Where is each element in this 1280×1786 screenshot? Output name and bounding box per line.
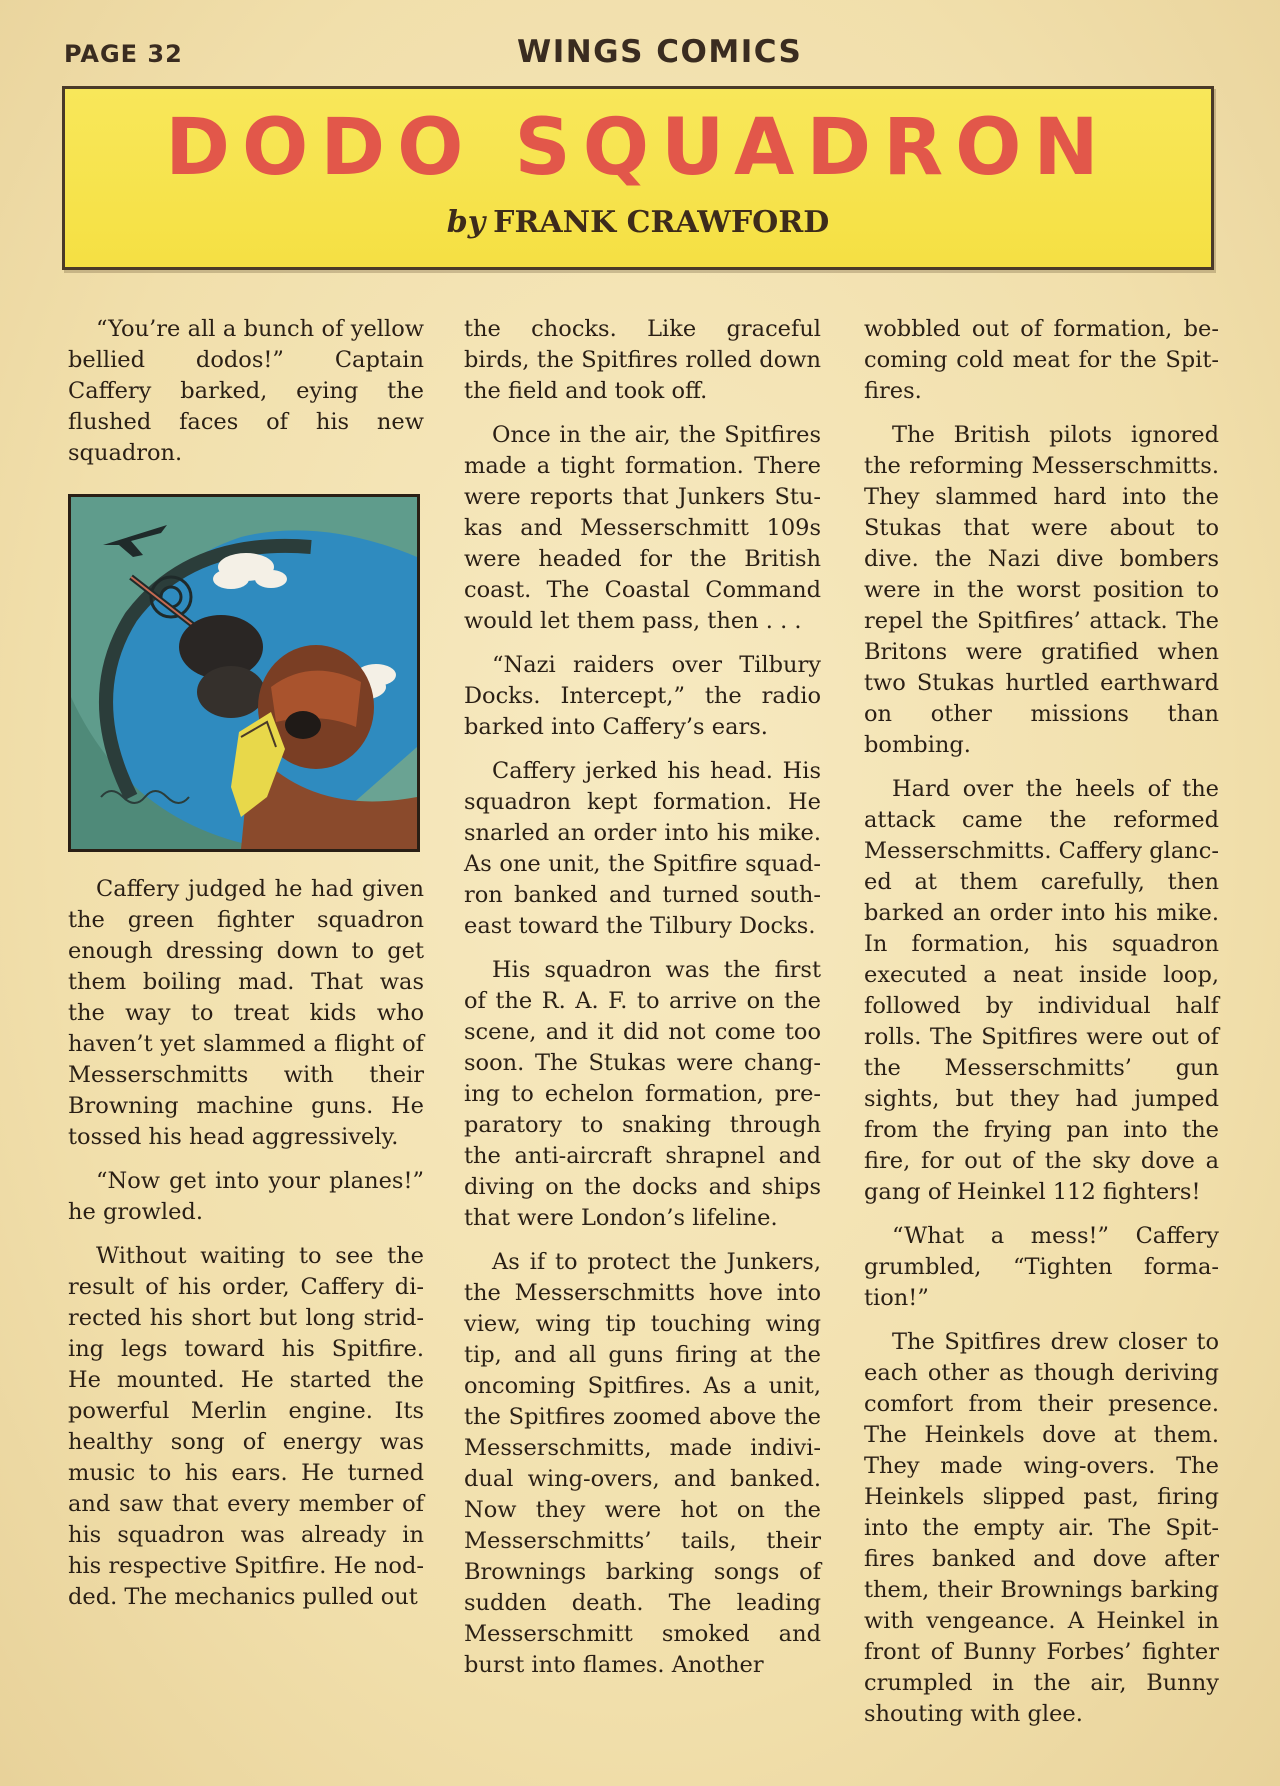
paragraph: Hard over the heels of the attack came the reformed Messerschmitts. Caffery glanced at them carefully, then barked an order into his mike. In formation, his squadron executed a neat inside loop, followed by individual half rolls. The Spitfires were out of the Messerschmitts’ gun sights, but they had jumped from the frying pan into the fire, for out of the sky dove a gang of Heinkel 112 fighters! <box>864 776 1219 1205</box>
paragraph: “Nazi raiders over Tilbury Docks. Intercept,” the radio barked into Caffery’s ears. <box>464 652 821 740</box>
paragraph: The Spitfires drew closer to each other as though deriving comfort from their presence. The Heinkels dove at them. They made wing-overs. The Heinkels slipped past, firing into the empty air. The Spitfires banked and dove after them, their Brownings barking with vengeance. A Heinkel in front of Bunny Forbes’ fighter crumpled in the air, Bunny shouting with glee. <box>864 1329 1219 1727</box>
pilot-cockpit-illustration <box>71 497 417 849</box>
paragraph: “What a mess!” Caffery grumbled, “Tighten formation!” <box>864 1223 1219 1311</box>
paragraph: Caffery judged he had given the green fighter squadron enough dressing down to get them boiling mad. That was the way to treat kids who haven’t yet slammed a flight of Messerschmitts with their Browning machine guns. He tossed his head aggressively. <box>68 876 424 1150</box>
paragraph: the chocks. Like graceful birds, the Spitfires rolled down the field and took off. <box>464 316 821 404</box>
story-title-banner <box>62 86 1214 270</box>
illustration-panel <box>68 494 420 852</box>
paragraph: “Now get into your planes!” he growled. <box>68 1168 424 1225</box>
paragraph: Caffery jerked his head. His squadron kept formation. He snarled an order into his mike. As one unit, the Spitfire squadron banked and turned southeast toward the Tilbury Docks. <box>464 758 821 939</box>
author-name: FRANK CRAWFORD <box>493 205 830 240</box>
byline-by: by <box>446 205 486 240</box>
byline <box>65 205 1211 240</box>
paragraph: Without waiting to see the result of his order, Caffery directed his short but long striding legs toward his Spitfire. He mounted. He started the powerful Merlin engine. Its healthy song of energy was music to his ears. He turned and saw that every member of his squadron was already in his respective Spitfire. He nodded. The mechanics pulled out <box>68 1243 424 1610</box>
text-column-1 <box>68 314 424 1626</box>
paragraph: As if to protect the Junkers, the Messerschmitts hove into view, wing tip touching wing tip, and all guns firing at the oncoming Spitfires. As a unit, the Spitfires zoomed above the Messerschmitts, made individual wing-overs, and banked. Now they were hot on the Messerschmitts’ tails, their Brownings barking songs of sudden death. The leading Messerschmitt smoked and burst into flames. Another <box>464 1249 821 1678</box>
paragraph: Once in the air, the Spitfires made a tight formation. There were reports that Junkers Stukas and Messerschmitt 109s were headed for the British coast. The Coastal Command would let them pass, then . . . <box>464 422 821 634</box>
text-column-2 <box>464 314 821 1694</box>
paragraph: His squadron was the first of the R. A. F. to arrive on the scene, and it did not come too soon. The Stukas were changing to echelon formation, preparatory to snaking through the anti-aircraft shrapnel and diving on the docks and ships that were London’s lifeline. <box>464 957 821 1231</box>
page-number: PAGE 32 <box>64 40 183 68</box>
story-title: DODO SQUADRON <box>165 103 1111 193</box>
paragraph: “You’re all a bunch of yellow bellied dodos!” Captain Caffery barked, eying the flushed faces of his new squadron. <box>68 316 424 466</box>
paragraph: wobbled out of formation, becoming cold meat for the Spitfires. <box>864 316 1219 404</box>
magazine-title: WINGS COMICS <box>517 34 803 70</box>
text-column-3 <box>864 314 1219 1743</box>
paragraph: The British pilots ignored the reforming Messerschmitts. They slammed hard into the Stukas that were about to dive. the Nazi dive bombers were in the worst position to repel the Spitfires’ attack. The Britons were gratified when two Stukas hurtled earthward on other missions than bombing. <box>864 422 1219 758</box>
